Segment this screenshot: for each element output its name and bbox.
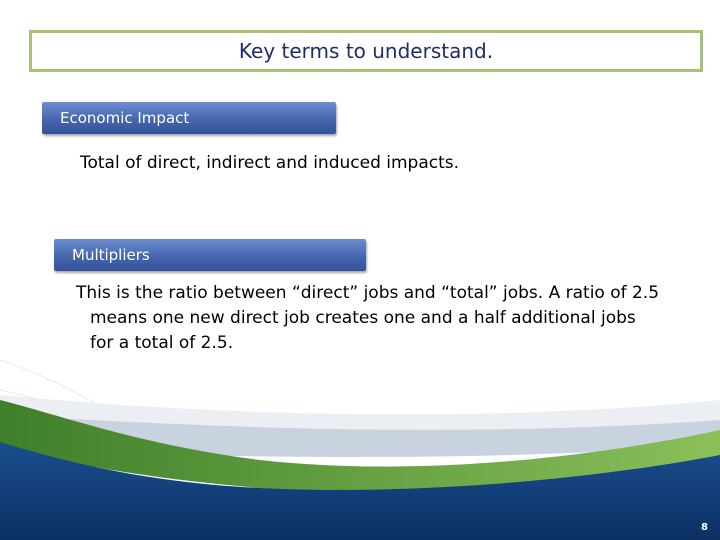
footer-wave-graphic	[0, 360, 720, 540]
slide-title: Key terms to understand.	[238, 39, 494, 63]
page-number: 8	[701, 522, 708, 533]
term-definition-multipliers: This is the ratio between “direct” jobs and “total” jobs. A ratio of 2.5 means one new direct job creates one and a half additional jobs for a total of 2.5.	[76, 283, 660, 353]
title-box	[29, 30, 703, 72]
term-label-economic-impact: Economic Impact	[42, 102, 336, 134]
term-label-multipliers: Multipliers	[54, 239, 366, 271]
term-definition-economic-impact: Total of direct, indirect and induced impacts.	[80, 153, 460, 173]
